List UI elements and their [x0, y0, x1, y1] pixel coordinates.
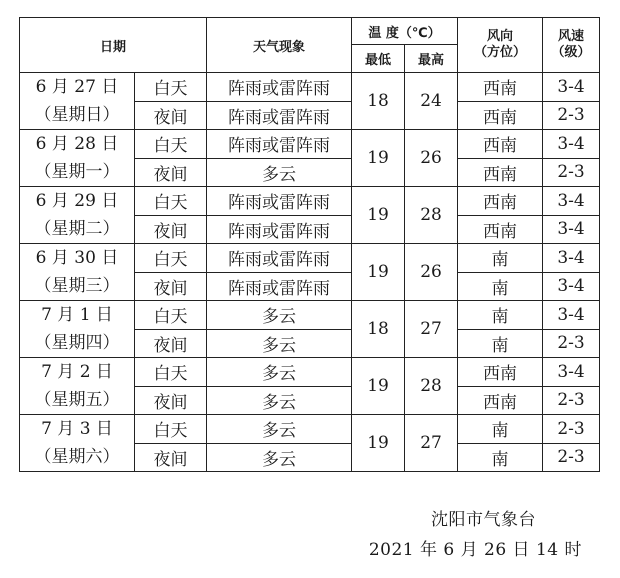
table-row-day: [20, 415, 600, 444]
period-night: 夜间: [135, 215, 207, 244]
wind-dir-night: 南: [458, 272, 543, 301]
wind-speed-night: 2-3: [543, 101, 600, 130]
table-row-day: [20, 244, 600, 273]
wind-dir-day: 南: [458, 244, 543, 273]
temp-high: 27: [405, 301, 458, 358]
weather-day: 多云: [207, 415, 352, 444]
weather-night: 阵雨或雷阵雨: [207, 215, 352, 244]
date-text: 7 月 1 日: [41, 305, 113, 325]
wind-speed-day: 3-4: [543, 244, 600, 273]
date-text: 6 月 29 日: [35, 191, 119, 211]
date-cell: [20, 301, 135, 358]
weekday-text: （星期五）: [34, 390, 120, 410]
date-text: 6 月 30 日: [35, 248, 119, 268]
wind-speed-night: 2-3: [543, 158, 600, 187]
header-date: 日期: [20, 18, 207, 73]
wind-dir-day: 西南: [458, 358, 543, 387]
header-temp-low: 最低: [352, 45, 405, 73]
weekday-text: （星期六）: [34, 447, 120, 467]
weather-night: 多云: [207, 158, 352, 187]
temp-high: 26: [405, 130, 458, 187]
date-cell: [20, 358, 135, 415]
temp-low: 18: [352, 301, 405, 358]
wind-dir-day: 南: [458, 415, 543, 444]
forecast-table: [19, 17, 600, 472]
date-text: 7 月 2 日: [41, 362, 113, 382]
date-cell: [20, 187, 135, 244]
table-row-day: [20, 358, 600, 387]
temp-high: 24: [405, 73, 458, 130]
wind-speed-night: 3-4: [543, 215, 600, 244]
period-day: 白天: [135, 244, 207, 273]
wind-dir-night: 南: [458, 443, 543, 472]
temp-low: 19: [352, 415, 405, 472]
date-text: 7 月 3 日: [41, 419, 113, 439]
wind-dir-night: 南: [458, 329, 543, 358]
wind-dir-day: 西南: [458, 130, 543, 159]
wind-speed-day: 3-4: [543, 73, 600, 102]
weather-day: 多云: [207, 358, 352, 387]
weather-night: 阵雨或雷阵雨: [207, 101, 352, 130]
date-text: 6 月 28 日: [35, 134, 119, 154]
wind-speed-day: 3-4: [543, 358, 600, 387]
wind-speed-day: 2-3: [543, 415, 600, 444]
temp-low: 19: [352, 130, 405, 187]
wind-dir-day: 西南: [458, 73, 543, 102]
weather-day: 多云: [207, 301, 352, 330]
temp-high: 28: [405, 358, 458, 415]
date-cell: [20, 130, 135, 187]
temp-high: 26: [405, 244, 458, 301]
temp-low: 19: [352, 358, 405, 415]
period-night: 夜间: [135, 158, 207, 187]
wind-speed-night: 3-4: [543, 272, 600, 301]
header-weather: 天气现象: [207, 18, 352, 73]
wind-speed-night: 2-3: [543, 386, 600, 415]
header-wind-direction-unit: （方位）: [474, 45, 527, 60]
header-wind-direction-label: 风向: [487, 29, 514, 44]
weather-day: 阵雨或雷阵雨: [207, 187, 352, 216]
wind-speed-day: 3-4: [543, 130, 600, 159]
wind-dir-night: 西南: [458, 101, 543, 130]
header-wind-direction: [458, 18, 543, 73]
weekday-text: （星期日）: [34, 105, 120, 125]
wind-dir-day: 西南: [458, 187, 543, 216]
temp-low: 18: [352, 73, 405, 130]
period-day: 白天: [135, 187, 207, 216]
period-night: 夜间: [135, 443, 207, 472]
temp-high: 27: [405, 415, 458, 472]
issued-time: 2021 年 6 月 26 日 14 时: [368, 540, 582, 560]
date-cell: [20, 415, 135, 472]
period-day: 白天: [135, 358, 207, 387]
wind-dir-night: 西南: [458, 386, 543, 415]
weather-day: 阵雨或雷阵雨: [207, 244, 352, 273]
wind-speed-night: 2-3: [543, 329, 600, 358]
weather-night: 多云: [207, 386, 352, 415]
header-wind-speed-label: 风速: [558, 29, 585, 44]
table-row-day: [20, 73, 600, 102]
weather-night: 多云: [207, 329, 352, 358]
table-row-day: [20, 301, 600, 330]
table-row-day: [20, 130, 600, 159]
period-day: 白天: [135, 415, 207, 444]
header-wind-speed-unit: （级）: [551, 45, 591, 60]
weekday-text: （星期一）: [34, 162, 120, 182]
issuer-label: 沈阳市气象台: [431, 510, 536, 530]
period-night: 夜间: [135, 329, 207, 358]
wind-speed-night: 2-3: [543, 443, 600, 472]
header-wind-speed: [543, 18, 600, 73]
period-night: 夜间: [135, 386, 207, 415]
date-text: 6 月 27 日: [35, 77, 119, 97]
date-cell: [20, 244, 135, 301]
date-cell: [20, 73, 135, 130]
weather-night: 阵雨或雷阵雨: [207, 272, 352, 301]
wind-dir-night: 西南: [458, 215, 543, 244]
period-day: 白天: [135, 73, 207, 102]
temp-high: 28: [405, 187, 458, 244]
temp-low: 19: [352, 244, 405, 301]
weather-night: 多云: [207, 443, 352, 472]
period-day: 白天: [135, 301, 207, 330]
header-temp-high: 最高: [405, 45, 458, 73]
wind-speed-day: 3-4: [543, 187, 600, 216]
table-row-day: [20, 187, 600, 216]
period-night: 夜间: [135, 272, 207, 301]
period-night: 夜间: [135, 101, 207, 130]
weekday-text: （星期四）: [34, 333, 120, 353]
wind-dir-day: 南: [458, 301, 543, 330]
forecast-body: [20, 73, 600, 472]
period-day: 白天: [135, 130, 207, 159]
weekday-text: （星期二）: [34, 219, 120, 239]
weather-day: 阵雨或雷阵雨: [207, 130, 352, 159]
weekday-text: （星期三）: [34, 276, 120, 296]
temp-low: 19: [352, 187, 405, 244]
wind-speed-day: 3-4: [543, 301, 600, 330]
header-temperature: 温 度（℃）: [352, 18, 458, 45]
wind-dir-night: 西南: [458, 158, 543, 187]
weather-day: 阵雨或雷阵雨: [207, 73, 352, 102]
